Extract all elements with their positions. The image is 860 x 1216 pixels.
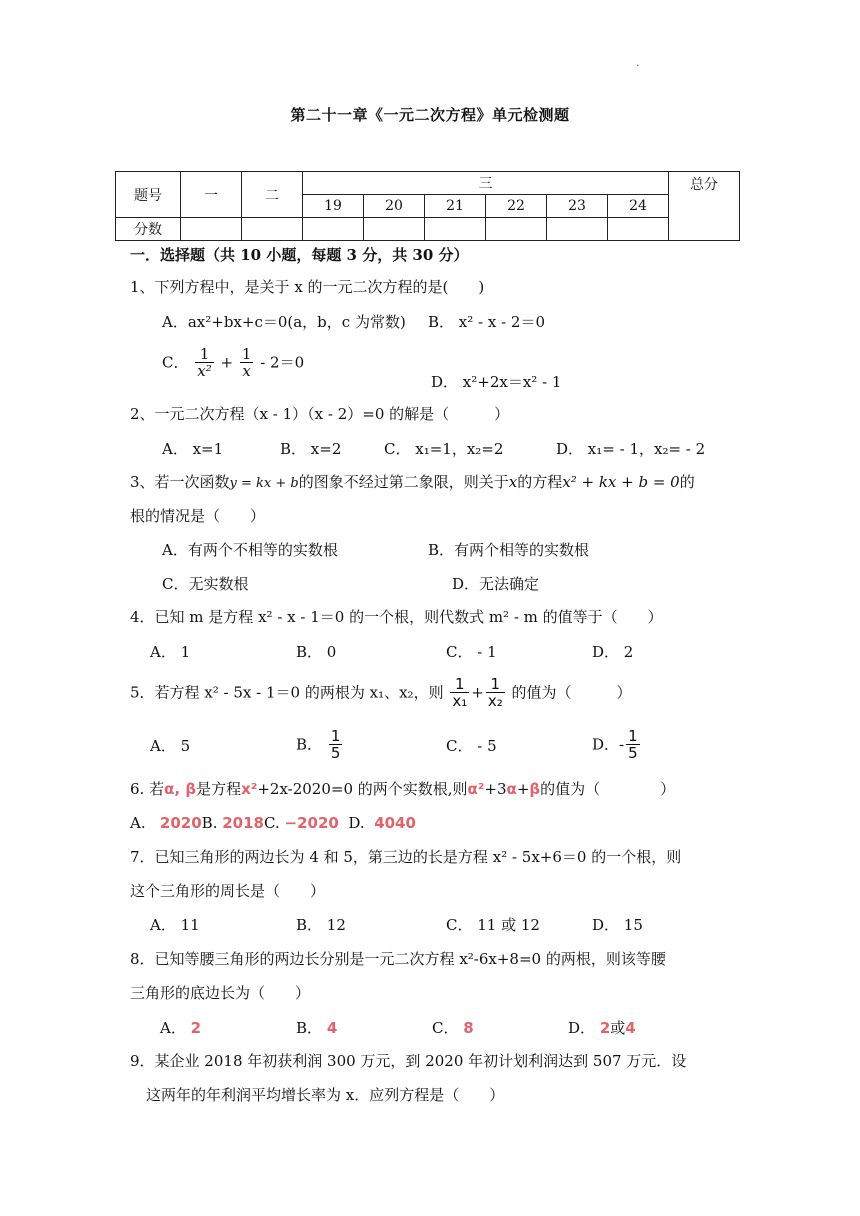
q1-option-a: A．ax²+bx+c＝0(a，b，c 为常数) xyxy=(162,313,406,331)
q7-option-b: B． 12 xyxy=(296,916,346,934)
q1-c-fraction-1: $\frac{1}{\text{x²}}$ xyxy=(197,345,212,380)
q6-options: A. 2020B. 2018C. −2020 D. 4040 xyxy=(130,814,416,832)
header-tihao: 题号 xyxy=(116,172,181,218)
q7-stem-line2: 这个三角形的周长是（ ） xyxy=(130,882,326,900)
q8-stem-line2: 三角形的底边长为（ ） xyxy=(130,984,311,1002)
q3-option-c: C．无实数根 xyxy=(162,575,249,593)
q8-stem-line1: 8．已知等腰三角形的两边长分别是一元二次方程 x²-6x+8=0 的两根，则该等腰 xyxy=(130,950,666,968)
q9-stem-line1: 9．某企业 2018 年初获利润 300 万元，到 2020 年初计划利润达到 507 万元．设 xyxy=(130,1052,687,1070)
header-num: 22 xyxy=(486,195,547,218)
q5-option-d: D．- $\frac{1}{5}$ xyxy=(592,727,638,762)
q1-stem: 1、下列方程中，是关于 x 的一元二次方程的是( ) xyxy=(130,278,485,296)
q8-option-d: D． 2或4 xyxy=(568,1019,636,1037)
q3-option-a: A．有两个不相等的实数根 xyxy=(162,541,338,559)
q6-x-squared: x² xyxy=(241,780,258,798)
q2-option-b: B． x=2 xyxy=(280,440,342,458)
q1-option-d: D． x²+2x＝x² - 1 xyxy=(431,373,562,391)
q6-option-a: 2020 xyxy=(159,814,202,832)
q2-stem: 2、一元二次方程（x - 1）（x - 2）=0 的解是（ ） xyxy=(130,405,510,423)
score-cell[interactable] xyxy=(181,218,242,241)
header-san: 三 xyxy=(303,172,669,195)
header-num: 23 xyxy=(547,195,608,218)
q3-stem-line2: 根的情况是（ ） xyxy=(130,507,266,525)
q6-alpha-beta: α, β xyxy=(164,780,197,798)
score-cell[interactable] xyxy=(608,218,669,241)
q2-option-c: C． x₁=1，x₂=2 xyxy=(384,440,504,458)
q4-option-c: C． - 1 xyxy=(446,643,497,661)
score-cell[interactable] xyxy=(303,218,364,241)
q4-stem: 4．已知 m 是方程 x² - x - 1＝0 的一个根，则代数式 m² - m 的值等于（ ） xyxy=(130,608,663,626)
q6-option-b: 2018 xyxy=(222,814,264,832)
q4-option-d: D． 2 xyxy=(592,643,634,661)
q5-fraction-2: $\frac{1}{\text{x₂}}$ xyxy=(487,675,503,710)
q2-option-d: D． x₁= - 1，x₂= - 2 xyxy=(556,440,706,458)
header-num: 20 xyxy=(364,195,425,218)
q5-stem: 5．若方程 x² - 5x - 1＝0 的两根为 x₁、x₂，则 $\frac{1}{\text{x₁}}$ + $\frac{1}{\text{x₂}}$ 的值为（ ） xyxy=(130,675,632,710)
score-cell[interactable] xyxy=(486,218,547,241)
header-zongfen: 总分 xyxy=(669,172,740,241)
q6-option-c: −2020 xyxy=(284,814,339,832)
q5-option-c: C． - 5 xyxy=(446,737,497,755)
q4-option-b: B． 0 xyxy=(296,643,337,661)
q8-option-a: A． 2 xyxy=(160,1019,202,1037)
q3-formula-3: x² + kx + b = 0 xyxy=(562,473,680,491)
q7-option-a: A． 11 xyxy=(150,916,200,934)
q2-option-a: A． x=1 xyxy=(162,440,224,458)
q1-c-label: C． xyxy=(162,353,189,372)
q3-option-b: B．有两个相等的实数根 xyxy=(428,541,590,559)
header-er: 二 xyxy=(242,172,303,218)
q7-option-c: C． 11 或 12 xyxy=(446,916,540,934)
q5-option-b: B． $\frac{1}{5}$ xyxy=(296,727,341,762)
header-num: 24 xyxy=(608,195,669,218)
q6-alpha-squared: α² xyxy=(467,780,485,798)
q5-b-fraction: $\frac{1}{5}$ xyxy=(330,727,341,762)
q3-option-d: D．无法确定 xyxy=(452,575,540,593)
q3-stem-line1: 3、若一次函数y = kx + b的图象不经过第二象限，则关于x的方程x² + kx + b = 0的 xyxy=(130,473,695,491)
q1-option-b: B． x² - x - 2＝0 xyxy=(428,313,546,331)
q6-stem: 6. 若α, β是方程x²+2x-2020=0 的两个实数根,则α²+3α+β的值为（ ） xyxy=(130,780,676,798)
section-heading: 一．选择题（共 10 小题，每题 3 分，共 30 分） xyxy=(130,246,469,264)
q5-d-fraction: $\frac{1}{5}$ xyxy=(628,727,638,762)
q1-option-c: C． $\frac{1}{\text{x²}}$ + $\frac{1}{x}$ - 2＝0 xyxy=(162,345,305,380)
q6-option-d: 4040 xyxy=(374,814,416,832)
q8-option-b: B． 4 xyxy=(296,1019,338,1037)
row-fenshu: 分数 xyxy=(116,218,181,241)
q6-beta: β xyxy=(529,780,541,798)
q4-option-a: A． 1 xyxy=(150,643,191,661)
page-title: 第二十一章《一元二次方程》单元检测题 xyxy=(290,106,570,124)
q9-stem-line2: 这两年的年利润平均增长率为 x．应列方程是（ ） xyxy=(146,1086,505,1104)
header-num: 21 xyxy=(425,195,486,218)
q1-c-fraction-2: $\frac{1}{x}$ xyxy=(241,345,252,380)
q8-option-c: C． 8 xyxy=(432,1019,474,1037)
score-cell[interactable] xyxy=(425,218,486,241)
q7-stem-line1: 7．已知三角形的两边长为 4 和 5，第三边的长是方程 x² - 5x+6＝0 的一个根，则 xyxy=(130,848,682,866)
score-cell[interactable] xyxy=(364,218,425,241)
q3-formula-1: y = kx + b xyxy=(229,476,299,491)
score-table xyxy=(115,171,740,241)
header-num: 19 xyxy=(303,195,364,218)
corner-mark: . xyxy=(636,58,640,69)
score-cell[interactable] xyxy=(547,218,608,241)
q6-alpha: α xyxy=(506,780,517,798)
q3-formula-2: x xyxy=(508,473,518,491)
header-yi: 一 xyxy=(181,172,242,218)
q5-fraction-1: $\frac{1}{\text{x₁}}$ xyxy=(452,675,468,710)
q5-option-a: A． 5 xyxy=(150,737,191,755)
q7-option-d: D． 15 xyxy=(592,916,643,934)
score-cell[interactable] xyxy=(242,218,303,241)
